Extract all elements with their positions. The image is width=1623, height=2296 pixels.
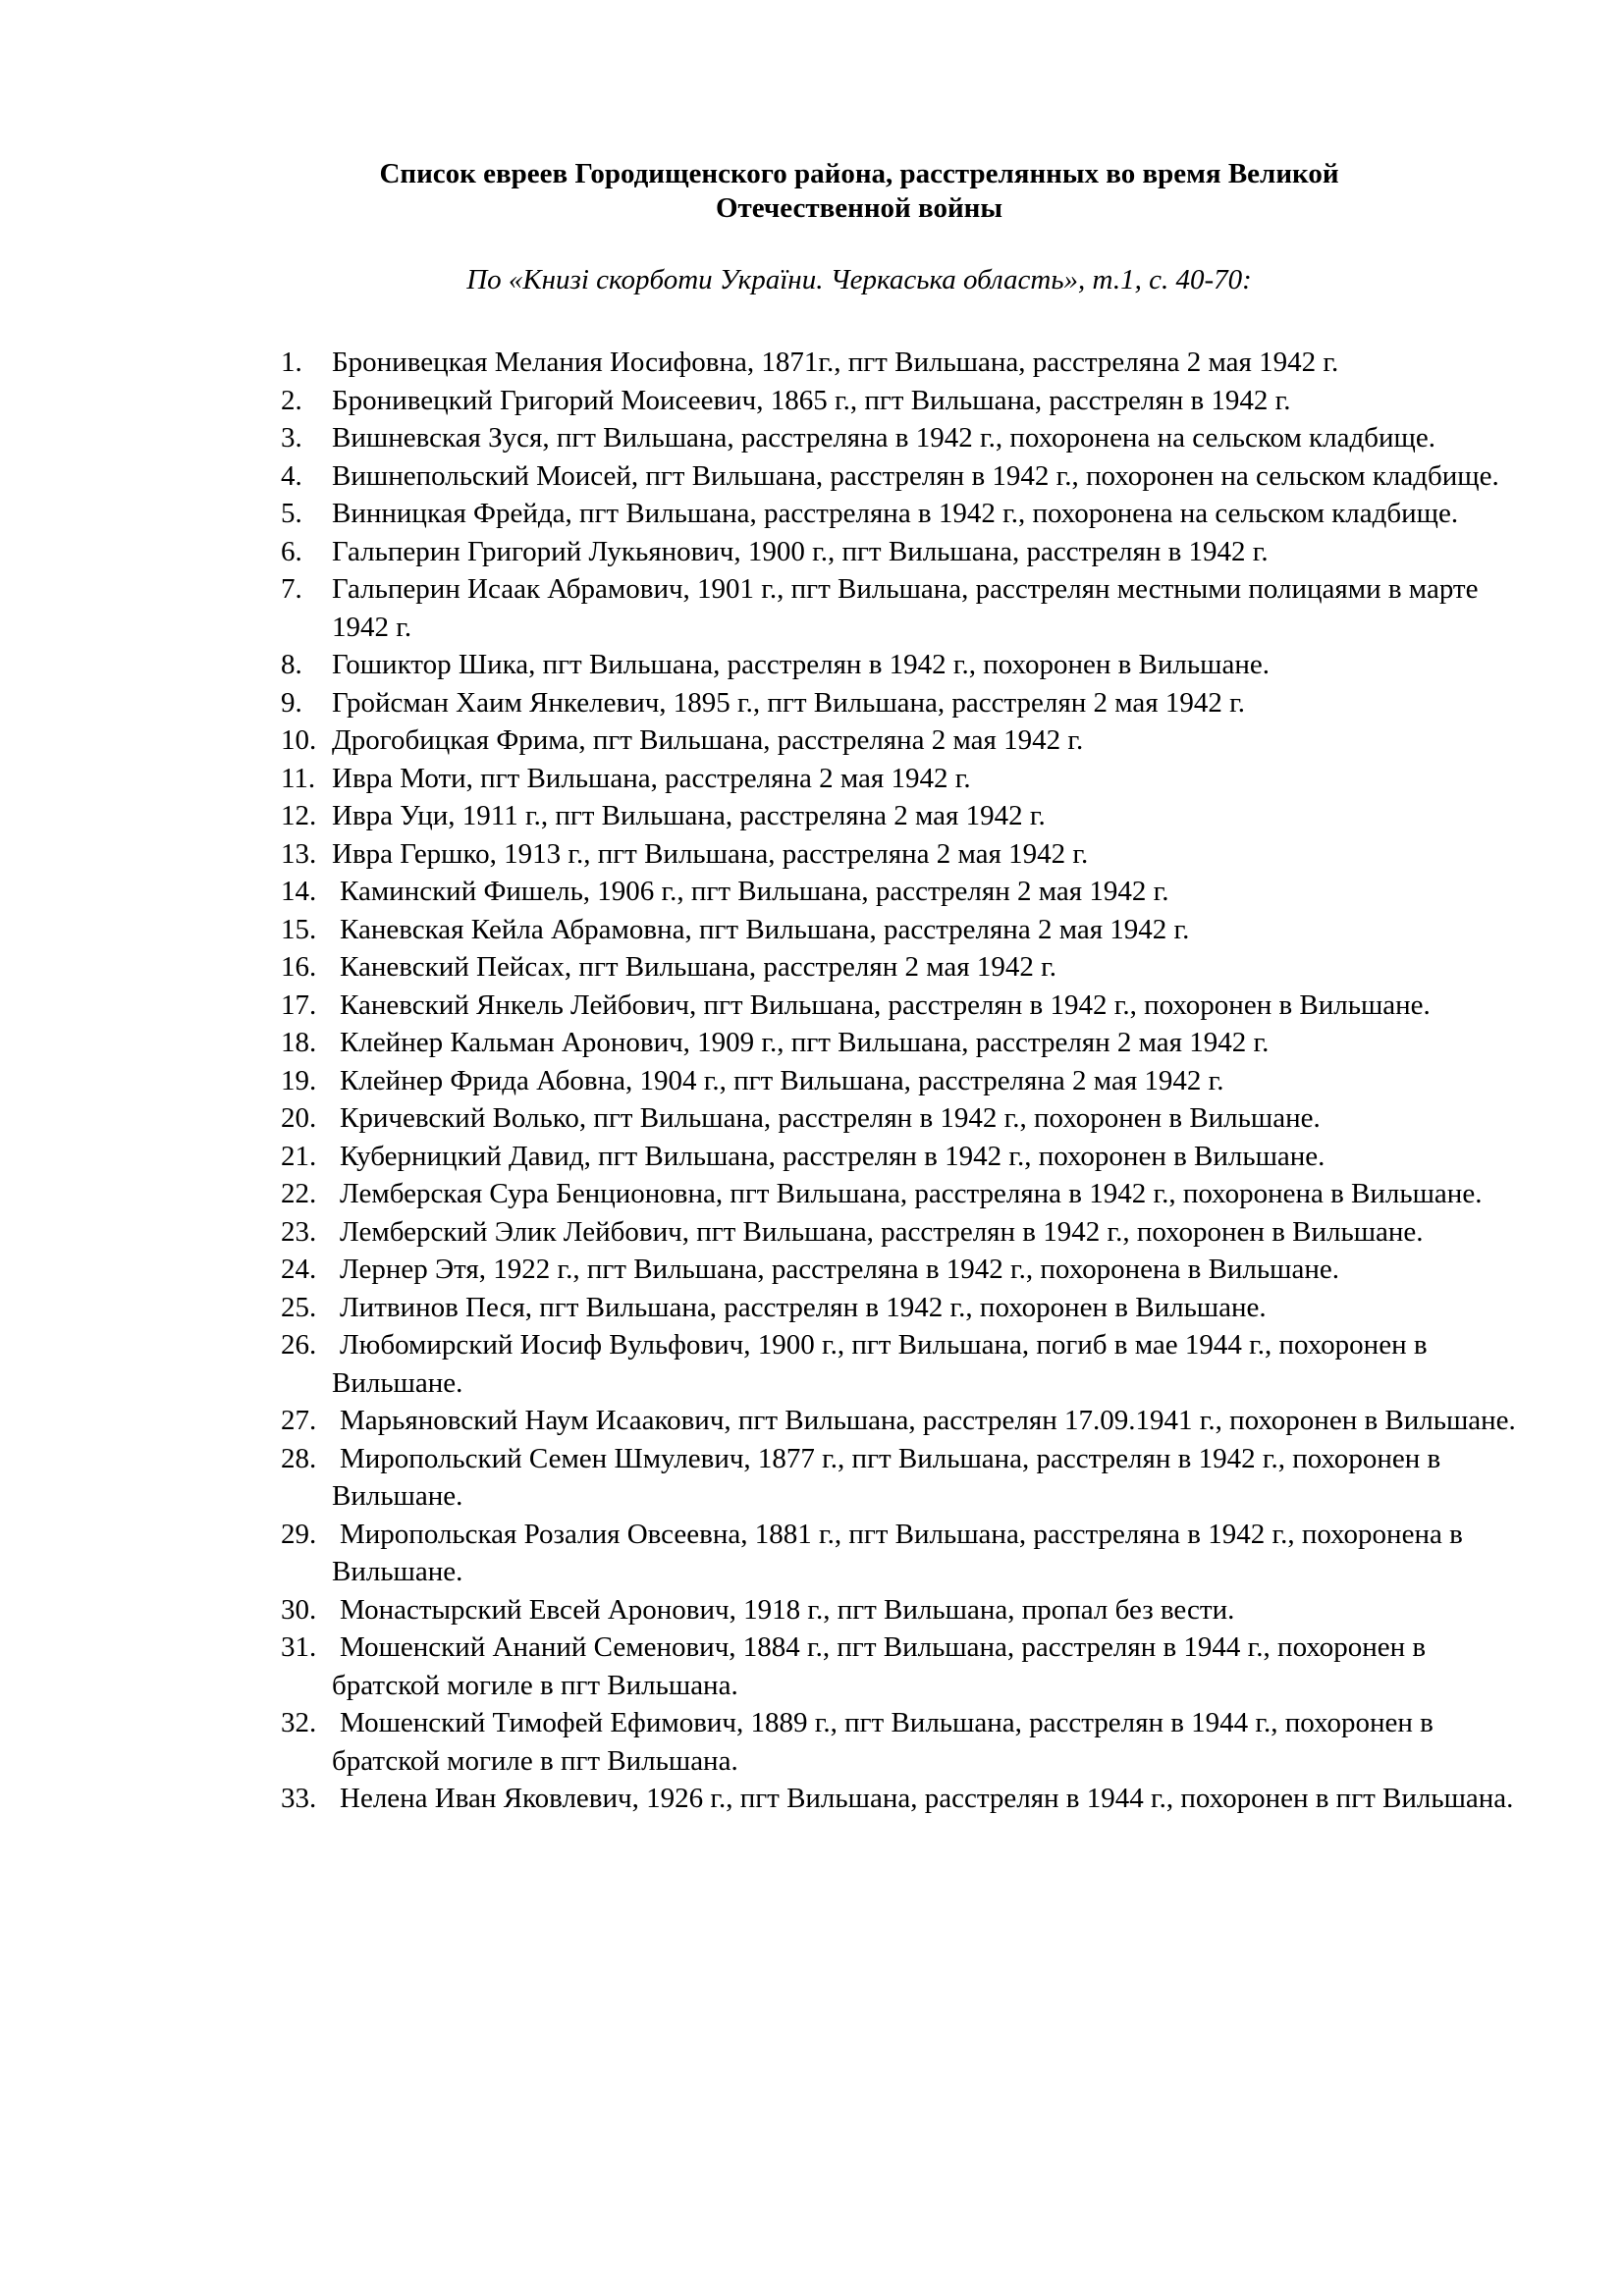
list-item-number: 1.	[281, 347, 302, 378]
list-item-text: Лемберский Элик Лейбович, пгт Вильшана, расстрелян в 1942 г., похоронен в Вильшане.	[340, 1215, 1424, 1248]
list-item-number: 18.	[281, 1027, 317, 1058]
list-item-text: Мошенский Ананий Семенович, 1884 г., пгт Вильшана, расстрелян в 1944 г., похоронен в братской могиле в пгт Вильшана.	[332, 1631, 1427, 1701]
list-item-text: Бронивецкий Григорий Моисеевич, 1865 г., пгт Вильшана, расстрелян в 1942 г.	[332, 384, 1291, 416]
list-item	[0, 1138, 1623, 1176]
list-item-text: Ивра Моти, пгт Вильшана, расстреляна 2 мая 1942 г.	[332, 762, 971, 794]
list-item	[0, 1251, 1623, 1289]
list-item-text: Кричевский Волько, пгт Вильшана, расстрелян в 1942 г., похоронен в Вильшане.	[340, 1102, 1321, 1134]
title-line-2: Отечественной войны	[715, 192, 1003, 224]
list-item-number: 31.	[281, 1631, 317, 1663]
list-item-number: 14.	[281, 876, 317, 907]
list-item	[0, 344, 1623, 382]
list-item-number: 6.	[281, 535, 302, 567]
list-item-number: 2.	[281, 384, 302, 416]
source-citation: По «Книзі скорботи України. Черкаська область», т.1, с. 40-70:	[466, 264, 1252, 295]
list-item	[0, 1175, 1623, 1213]
list-item-number: 19.	[281, 1064, 317, 1096]
list-item	[0, 987, 1623, 1025]
list-item-number: 30.	[281, 1593, 317, 1626]
list-item	[0, 419, 1623, 457]
list-item	[0, 1289, 1623, 1327]
list-item-text: Миропольская Розалия Овсеевна, 1881 г., пгт Вильшана, расстреляна в 1942 г., похоронена в Вильшане.	[332, 1518, 1463, 1587]
list-item-number: 4.	[281, 459, 302, 492]
list-item-number: 20.	[281, 1102, 317, 1134]
list-item-number: 7.	[281, 573, 302, 605]
list-item-number: 15.	[281, 913, 317, 945]
title-line-1: Список евреев Городищенского района, расстрелянных во время Великой	[379, 158, 1339, 189]
list-item	[0, 1516, 1623, 1591]
list-item	[0, 1780, 1623, 1818]
list-item-text: Лернер Этя, 1922 г., пгт Вильшана, расстреляна в 1942 г., похоронена в Вильшане.	[340, 1254, 1339, 1285]
list-item-number: 22.	[281, 1178, 317, 1209]
list-item	[0, 1629, 1623, 1704]
list-item-number: 5.	[281, 498, 302, 529]
list-item-text: Лемберская Сура Бенционовна, пгт Вильшана, расстреляна в 1942 г., похоронена в Вильшане.	[340, 1178, 1483, 1209]
list-item-text: Миропольский Семен Шмулевич, 1877 г., пгт Вильшана, расстрелян в 1942 г., похоронен в Вильшане.	[332, 1442, 1441, 1512]
list-item-text: Вишнепольский Моисей, пгт Вильшана, расстрелян в 1942 г., похоронен на сельском кладбище.	[332, 459, 1499, 492]
list-item	[0, 948, 1623, 987]
list-item-number: 27.	[281, 1405, 317, 1436]
list-item-text: Нелена Иван Яковлевич, 1926 г., пгт Вильшана, расстрелян в 1944 г., похоронен в пгт Вильшана.	[340, 1783, 1514, 1814]
list-item-text: Любомирский Иосиф Вульфович, 1900 г., пгт Вильшана, погиб в мае 1944 г., похоронен в Вильшане.	[332, 1329, 1428, 1399]
list-item	[0, 1591, 1623, 1629]
list-item-number: 29.	[281, 1518, 317, 1550]
list-item-number: 16.	[281, 951, 317, 983]
list-item-text: Куберницкий Давид, пгт Вильшана, расстрелян в 1942 г., похоронен в Вильшане.	[340, 1140, 1325, 1172]
list-item	[0, 1402, 1623, 1440]
victims-list	[0, 344, 1623, 1818]
list-item-number: 9.	[281, 686, 302, 719]
list-item-number: 28.	[281, 1442, 317, 1474]
list-item	[0, 495, 1623, 533]
list-item-text: Каминский Фишель, 1906 г., пгт Вильшана, расстрелян 2 мая 1942 г.	[340, 876, 1169, 907]
list-item	[0, 760, 1623, 798]
list-item-text: Ивра Гершко, 1913 г., пгт Вильшана, расстреляна 2 мая 1942 г.	[332, 837, 1089, 870]
list-item	[0, 721, 1623, 760]
list-item	[0, 570, 1623, 646]
list-item-number: 26.	[281, 1329, 317, 1361]
list-item-number: 3.	[281, 422, 302, 454]
list-item-text: Мошенский Тимофей Ефимович, 1889 г., пгт Вильшана, расстрелян в 1944 г., похоронен в братской могиле в пгт Вильшана.	[332, 1707, 1434, 1777]
list-item-text: Каневская Кейла Абрамовна, пгт Вильшана, расстреляна 2 мая 1942 г.	[340, 913, 1190, 945]
list-item	[0, 911, 1623, 949]
list-item-text: Клейнер Фрида Абовна, 1904 г., пгт Вильшана, расстреляна 2 мая 1942 г.	[340, 1064, 1224, 1096]
list-item	[0, 873, 1623, 911]
list-item-number: 12.	[281, 800, 317, 831]
list-item-number: 13.	[281, 837, 317, 870]
list-item	[0, 1213, 1623, 1252]
list-item	[0, 1099, 1623, 1138]
list-item-number: 33.	[281, 1783, 317, 1814]
list-item-text: Гройсман Хаим Янкелевич, 1895 г., пгт Вильшана, расстрелян 2 мая 1942 г.	[332, 686, 1245, 719]
list-item-text: Каневский Пейсах, пгт Вильшана, расстрелян 2 мая 1942 г.	[340, 951, 1056, 983]
list-item-text: Каневский Янкель Лейбович, пгт Вильшана, расстрелян в 1942 г., похоронен в Вильшане.	[340, 988, 1431, 1021]
list-item	[0, 1704, 1623, 1780]
list-item	[0, 1062, 1623, 1100]
list-item-number: 8.	[281, 649, 302, 680]
list-item	[0, 835, 1623, 874]
list-item-number: 25.	[281, 1291, 317, 1323]
list-item-number: 24.	[281, 1254, 317, 1285]
list-item-text: Гальперин Григорий Лукьянович, 1900 г., пгт Вильшана, расстрелян в 1942 г.	[332, 535, 1269, 567]
list-item	[0, 1024, 1623, 1062]
list-item	[0, 646, 1623, 684]
list-item-number: 21.	[281, 1140, 317, 1172]
list-item-number: 17.	[281, 988, 317, 1021]
list-item	[0, 457, 1623, 496]
list-item-number: 11.	[281, 762, 316, 794]
list-item-number: 23.	[281, 1215, 317, 1248]
list-item	[0, 1440, 1623, 1516]
list-item-text: Вишневская Зуся, пгт Вильшана, расстреляна в 1942 г., похоронена на сельском кладбище.	[332, 422, 1435, 454]
list-item-text: Ивра Уци, 1911 г., пгт Вильшана, расстреляна 2 мая 1942 г.	[332, 800, 1046, 831]
list-item-text: Гошиктор Шика, пгт Вильшана, расстрелян в 1942 г., похоронен в Вильшане.	[332, 649, 1270, 680]
list-item-number: 10.	[281, 724, 317, 756]
list-item	[0, 684, 1623, 722]
list-item-text: Монастырский Евсей Аронович, 1918 г., пгт Вильшана, пропал без вести.	[340, 1593, 1235, 1626]
list-item-text: Марьяновский Наум Исаакович, пгт Вильшана, расстрелян 17.09.1941 г., похоронен в Вильшане.	[340, 1405, 1516, 1436]
list-item	[0, 797, 1623, 835]
list-item-text: Клейнер Кальман Аронович, 1909 г., пгт Вильшана, расстрелян 2 мая 1942 г.	[340, 1027, 1270, 1058]
list-item-text: Дрогобицкая Фрима, пгт Вильшана, расстреляна 2 мая 1942 г.	[332, 724, 1084, 756]
list-item-text: Винницкая Фрейда, пгт Вильшана, расстреляна в 1942 г., похоронена на сельском кладбище.	[332, 498, 1459, 529]
list-item-text: Бронивецкая Мелания Иосифовна, 1871г., пгт Вильшана, расстреляна 2 мая 1942 г.	[332, 347, 1339, 378]
list-item	[0, 1326, 1623, 1402]
list-item-text: Литвинов Песя, пгт Вильшана, расстрелян в 1942 г., похоронен в Вильшане.	[340, 1291, 1267, 1323]
page-title	[295, 157, 1424, 226]
list-item	[0, 382, 1623, 420]
list-item	[0, 533, 1623, 571]
list-item-number: 32.	[281, 1707, 317, 1738]
list-item-text: Гальперин Исаак Абрамович, 1901 г., пгт Вильшана, расстрелян местными полицаями в марте 1942 г.	[332, 573, 1479, 643]
